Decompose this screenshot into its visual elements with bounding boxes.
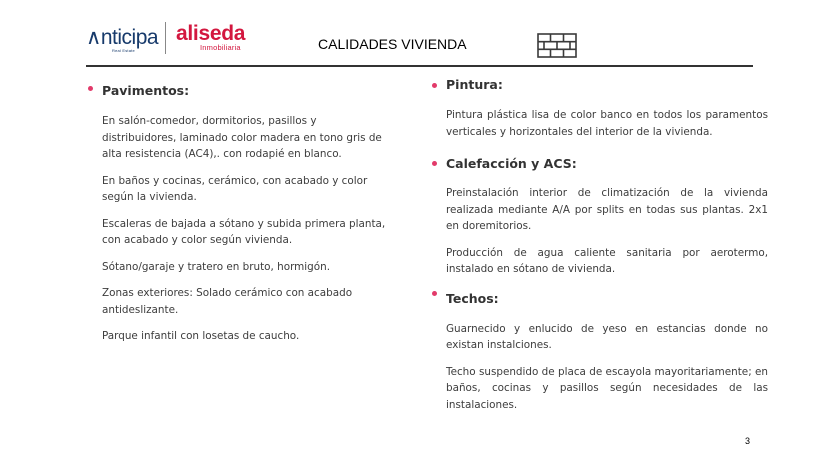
paragraph: En baños y cocinas, cerámico, con acabado y color según la vivienda. (102, 174, 368, 203)
anticipa-logo-mark: ∧ (86, 26, 101, 49)
section-calefaccion (430, 156, 768, 278)
aliseda-logo (176, 24, 256, 54)
anticipa-logo-subtext: Real Estate (112, 48, 135, 53)
paragraph: Guarnecido y enlucido de yeso en estancias donde no existan instalciones. (446, 322, 768, 351)
logo-divider (165, 22, 166, 54)
header-divider (86, 65, 753, 67)
paragraph: Zonas exteriores: Solado cerámico con acabado antideslizante. (102, 287, 353, 316)
paragraph: Techo suspendido de placa de escayola mayoritariamente; en baños, cocinas y pasillos según necesidades de las instalaciones. (446, 365, 768, 411)
section-pavimentos (86, 83, 392, 345)
anticipa-logo (86, 26, 162, 54)
paragraph: Sótano/garaje y tratero en bruto, hormigón. (102, 260, 331, 273)
section-title-pintura: Pintura: (446, 77, 503, 92)
section-title-pavimentos: Pavimentos: (102, 83, 190, 98)
bullet-icon (432, 161, 437, 166)
left-column (86, 82, 392, 345)
bullet-icon (432, 83, 437, 88)
section-techos (430, 291, 768, 414)
aliseda-logo-text: aliseda (176, 22, 246, 45)
section-pintura (430, 77, 768, 140)
paragraph: Escaleras de bajada a sótano y subida primera planta, con acabado y color según vivienda. (102, 217, 386, 246)
brick-wall-icon (537, 33, 577, 58)
paragraph: Pintura plástica lisa de color banco en todos los paramentos verticales y horizontales del interior de la vivienda. (446, 109, 768, 138)
page-number: 3 (745, 436, 751, 446)
section-title-techos: Techos: (446, 290, 499, 306)
paragraph: En salón-comedor, dormitorios, pasillos y distribuidores, laminado color madera en tono gris de alta resistencia (AC4),. con rodapié en blanco. (102, 115, 382, 160)
paragraph: Parque infantil con losetas de caucho. (102, 330, 300, 342)
aliseda-logo-subtext: Inmobiliaria (200, 43, 241, 52)
paragraph: Producción de agua caliente sanitaria por aerotermo, instalado en sótano de vivienda. (446, 246, 768, 275)
page-title: CALIDADES VIVIENDA (318, 36, 467, 52)
right-column (430, 76, 768, 413)
bullet-icon (432, 291, 437, 296)
anticipa-logo-text: ∧nticipa (86, 26, 159, 49)
paragraph: Preinstalación interior de climatización de la vivienda realizada mediante A/A por splits en todas sus plantas. 2x1 en doremitorios. (446, 187, 768, 232)
bullet-icon (88, 86, 93, 91)
section-title-calefaccion: Calefacción y ACS: (446, 156, 577, 171)
